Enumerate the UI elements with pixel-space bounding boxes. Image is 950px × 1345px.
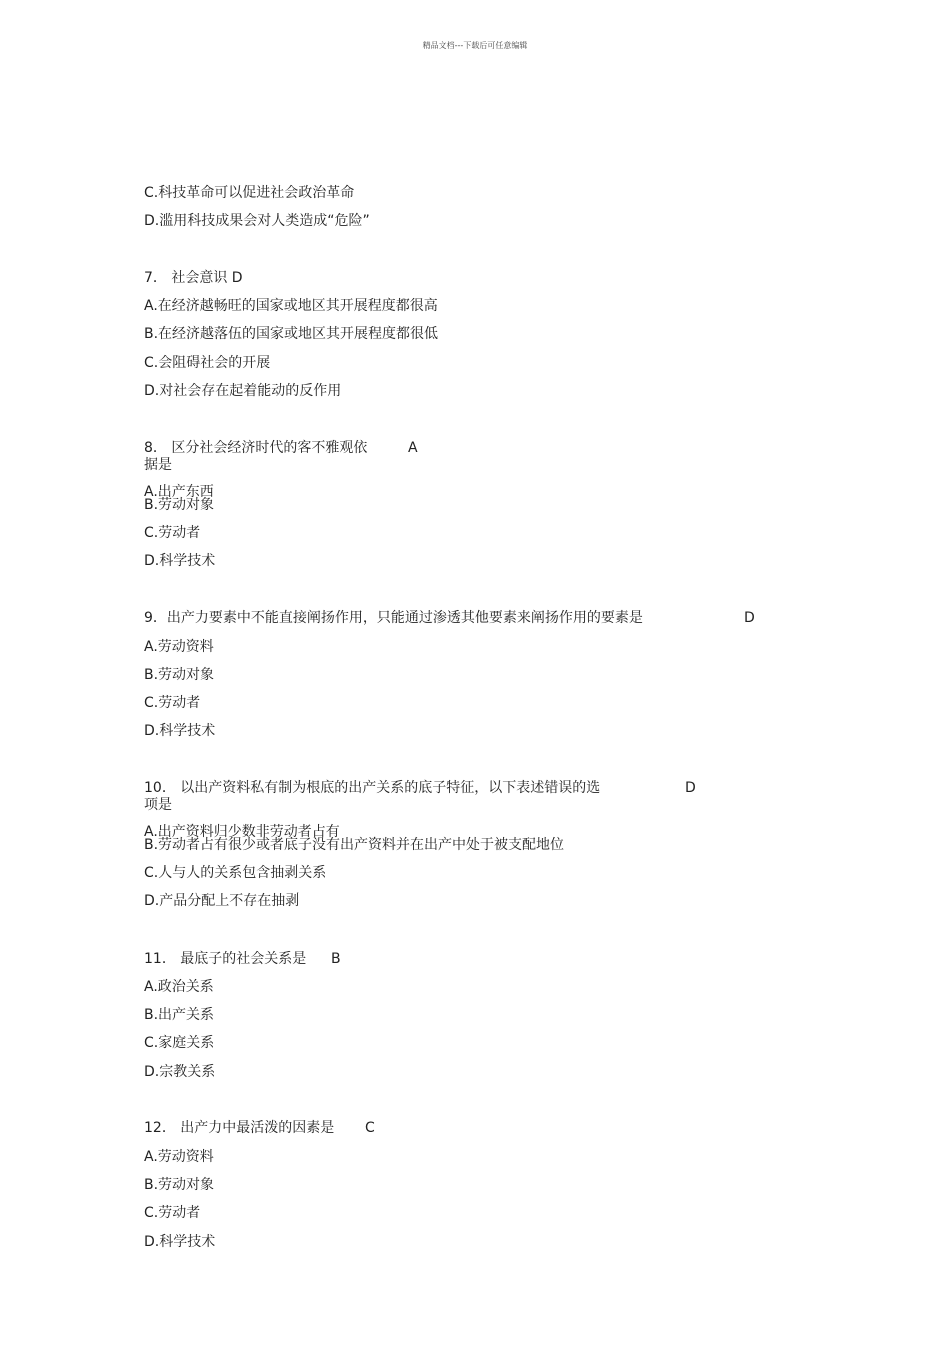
- q8-option-a: A.出产东西: [144, 484, 214, 500]
- q7-option-c: C.会阻碍社会的开展: [144, 355, 271, 371]
- q8-question: 8． 区分社会经济时代的客不雅观依: [144, 440, 368, 456]
- q11-question: 11． 最底子的社会关系是: [144, 951, 307, 967]
- q12-option-b: B.劳动对象: [144, 1177, 215, 1193]
- q8-question-cont: 据是: [144, 457, 172, 473]
- q10-question: 10． 以出产资料私有制为根底的出产关系的底子特征，以下表述错误的选: [144, 780, 601, 796]
- q9-option-a: A.劳动资料: [144, 639, 214, 655]
- q10-option-c: C.人与人的关系包含抽剥关系: [144, 865, 327, 881]
- q10-option-a: A.出产资料归少数非劳动者占有: [144, 824, 340, 840]
- q8-option-c: C.劳动者: [144, 525, 201, 541]
- q12-option-c: C.劳动者: [144, 1205, 201, 1221]
- q9-option-b: B.劳动对象: [144, 667, 215, 683]
- q8-option-d: D.科学技术: [144, 553, 216, 569]
- q10-question-cont: 项是: [144, 797, 172, 813]
- q12-option-d: D.科学技术: [144, 1234, 216, 1250]
- q7-option-a: A.在经济越畅旺的国家或地区其开展程度都很高: [144, 298, 438, 314]
- q12-answer: C: [365, 1120, 375, 1136]
- q11-option-b: B.出产关系: [144, 1007, 215, 1023]
- q7-option-b: B.在经济越落伍的国家或地区其开展程度都很低: [144, 326, 439, 342]
- q7-option-d: D.对社会存在起着能动的反作用: [144, 383, 342, 399]
- q10-option-b: B.劳动者占有很少或者底子没有出产资料并在出产中处于被支配地位: [144, 837, 565, 853]
- q11-option-d: D.宗教关系: [144, 1064, 216, 1080]
- q6-option-d: D.滥用科技成果会对人类造成“危险”: [144, 213, 370, 229]
- q9-option-d: D.科学技术: [144, 723, 216, 739]
- q11-answer: B: [331, 951, 341, 967]
- q9-option-c: C.劳动者: [144, 695, 201, 711]
- q12-question: 12． 出产力中最活泼的因素是: [144, 1120, 335, 1136]
- q6-option-c: C.科技革命可以促进社会政治革命: [144, 185, 355, 201]
- q8-answer: A: [408, 440, 418, 456]
- q11-option-a: A.政治关系: [144, 979, 214, 995]
- q11-option-c: C.家庭关系: [144, 1035, 215, 1051]
- q9-question: 9．出产力要素中不能直接阐扬作用，只能通过渗透其他要素来阐扬作用的要素是: [144, 610, 643, 626]
- page-header: 精品文档---下载后可任意编辑: [422, 41, 528, 50]
- q12-option-a: A.劳动资料: [144, 1149, 214, 1165]
- q7-question: 7． 社会意识 D: [144, 270, 243, 286]
- q10-option-d: D.产品分配上不存在抽剥: [144, 893, 300, 909]
- q8-option-b: B.劳动对象: [144, 497, 215, 513]
- q9-answer: D: [744, 610, 755, 626]
- q10-answer: D: [685, 780, 696, 796]
